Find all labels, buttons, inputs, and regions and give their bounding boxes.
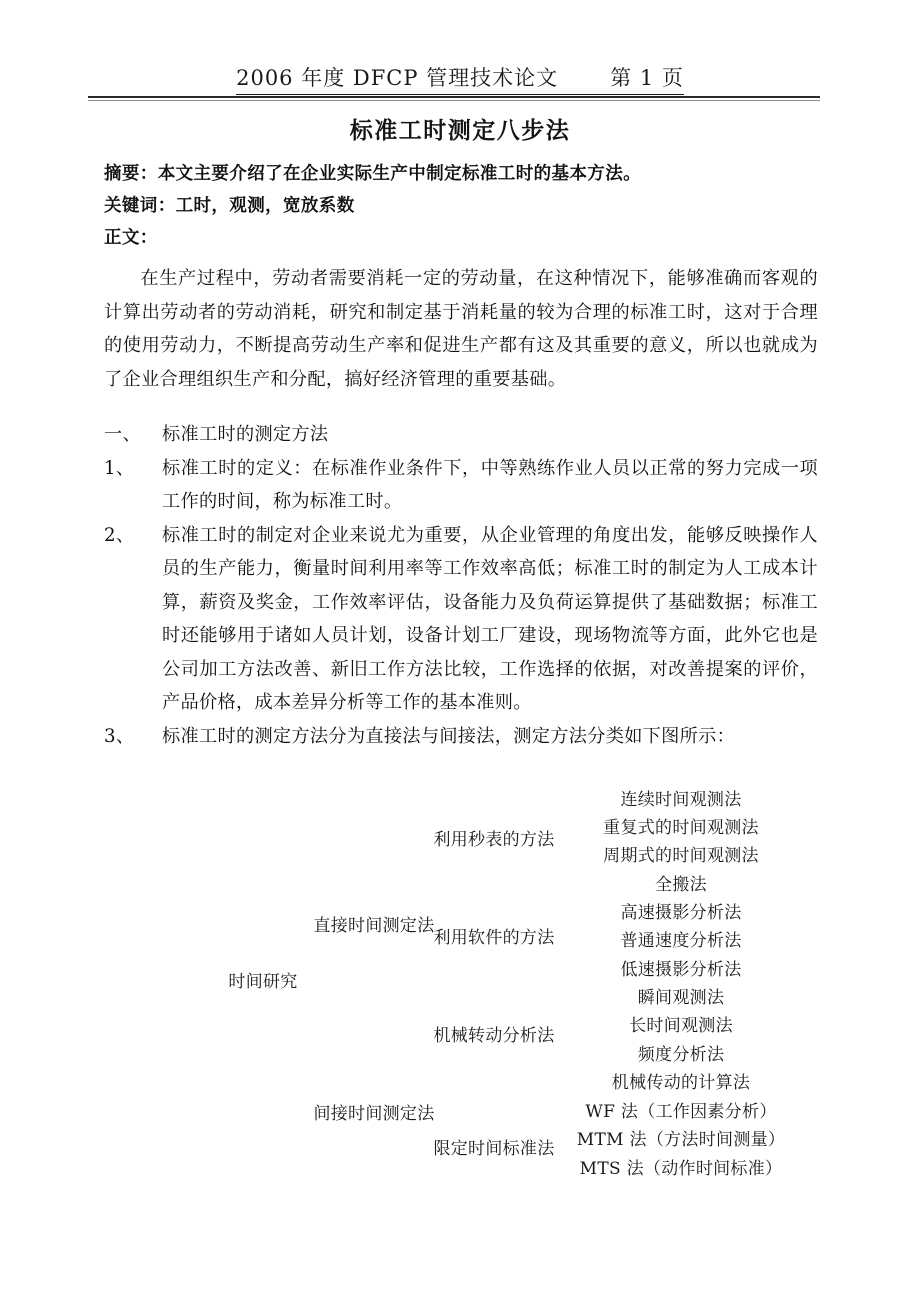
diagram-node-root: 时间研究: [228, 972, 298, 992]
header-divider-rule-thin: [88, 100, 820, 101]
diagram-leaf-item: 机械传动的计算法: [611, 1073, 751, 1093]
diagram-leaf-item: 重复式的时间观测法: [603, 818, 759, 838]
list-item-text: 标准工时的测定方法分为直接法与间接法，测定方法分类如下图所示：: [162, 725, 736, 747]
diagram-node-indirect-method: 间接时间测定法: [313, 1104, 435, 1124]
list-item: [104, 720, 818, 754]
body-label-line: 正文：: [104, 228, 158, 248]
list-item: [104, 452, 818, 519]
diagram-node-predetermined-method: 限定时间标准法: [433, 1139, 555, 1159]
page-title: 标准工时测定八步法: [349, 118, 571, 144]
diagram-leaf-item: 高速摄影分析法: [620, 903, 742, 923]
diagram-leaf-item: 周期式的时间观测法: [603, 846, 759, 866]
diagram-leaf-item: MTS 法（动作时间标准）: [579, 1159, 783, 1179]
list-item-marker: 2、: [104, 524, 135, 546]
diagram-leaf-item: 长时间观测法: [629, 1016, 733, 1036]
abstract-line: 摘要：本文主要介绍了在企业实际生产中制定标准工时的基本方法。: [104, 164, 641, 184]
list-item-text: 标准工时的定义：在标准作业条件下，中等熟练作业人员以正常的努力完成一项工作的时间，称为标准工时。: [162, 457, 818, 512]
header-divider-rule: [88, 96, 820, 98]
keywords-line: 关键词：工时，观测，宽放系数: [104, 196, 355, 216]
list-item-marker: 1、: [104, 457, 135, 479]
diagram-leaf-item: WF 法（工作因素分析）: [585, 1102, 777, 1122]
list-item-text: 标准工时的制定对企业来说尤为重要，从企业管理的角度出发，能够反映操作人员的生产能力，衡量时间利用率等工作效率高低；标准工时的制定为人工成本计算，薪资及奖金，工作效率评估，设备能力及负荷运算提供了基础数据；标准工时还能够用于诸如人员计划，设备计划工厂建设，现场物流等方面，此外它也是公司加工方法改善、新旧工作方法比较，工作选择的依据，对改善提案的评价，产品价格，成本差异分析等工作的基本准则。: [162, 524, 818, 713]
intro-paragraph: 在生产过程中，劳动者需要消耗一定的劳动量，在这种情况下，能够准确而客观的计算出劳动者的劳动消耗，研究和制定基于消耗量的较为合理的标准工时，这对于合理的使用劳动力，不断提高劳动生产率和促进生产都有这及其重要的意义，所以也就成为了企业合理组织生产和分配，搞好经济管理的重要基础。: [104, 268, 818, 390]
header-underlined-text: [236, 62, 684, 95]
diagram-node-stopwatch-method: 利用秒表的方法: [433, 830, 555, 850]
diagram-leaf-item: MTM 法（方法时间测量）: [576, 1130, 786, 1150]
header-left-text: 2006 年度 DFCP 管理技术论文: [236, 66, 559, 90]
list-item-marker: 一、: [104, 424, 141, 445]
list-item-text: 标准工时的测定方法: [162, 424, 329, 445]
diagram-leaf-item: 普通速度分析法: [620, 931, 742, 951]
running-header: [104, 62, 816, 92]
diagram-node-mechanical-method: 机械转动分析法: [433, 1026, 555, 1046]
classification-diagram: [104, 782, 818, 1202]
document-meta-block: [104, 158, 816, 254]
list-item: [104, 418, 818, 452]
header-page-number: 第 1 页: [610, 66, 684, 90]
diagram-leaf-item: 频度分析法: [637, 1045, 725, 1065]
diagram-leaf-item: 瞬间观测法: [637, 988, 725, 1008]
numbered-list: [104, 418, 818, 753]
diagram-leaf-item: 全搬法: [655, 875, 707, 895]
list-item-marker: 3、: [104, 725, 135, 747]
diagram-leaf-item: 连续时间观测法: [620, 790, 742, 810]
diagram-node-software-method: 利用软件的方法: [433, 928, 555, 948]
diagram-leaf-item: 低速摄影分析法: [620, 960, 742, 980]
diagram-node-direct-method: 直接时间测定法: [313, 916, 435, 936]
list-item: [104, 519, 818, 720]
